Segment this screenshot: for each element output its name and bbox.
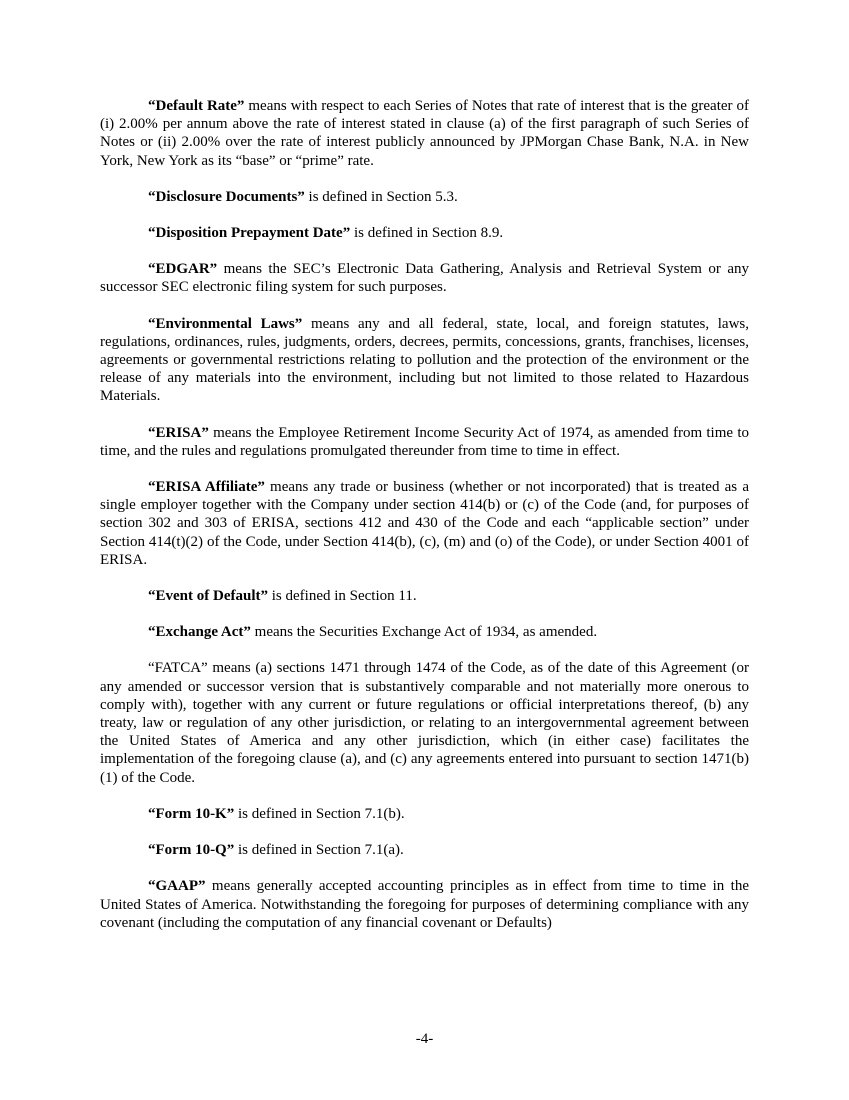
defined-term: “Form 10-Q” [148, 842, 235, 859]
definition-disposition-prepayment-date [100, 224, 749, 242]
definition-text: is defined in Section 7.1(b). [234, 805, 405, 822]
defined-term: “FATCA” [148, 660, 208, 677]
definition-text: means (a) sections 1471 through 1474 of the Code, as of the date of this Agreement (or any amended or successor version that is substantively comparable and not materially more onerous to comply with), together with any current or future regulations or official interpretations thereof, (b) any treaty, law or regulation of any other jurisdiction, or relating to an intergovernmental agreement between the United States of America and any other jurisdiction, which (in either case) facilitates the implementation of the foregoing clause (a), and (c) any agreements entered into pursuant to section 1471(b)(1) of the Code. [100, 660, 749, 786]
page-number: -4- [415, 1031, 434, 1047]
definition-text: is defined in Section 5.3. [304, 188, 458, 205]
definition-text: is defined in Section 11. [268, 588, 417, 605]
definition-text: means generally accepted accounting principles as in effect from time to time in the United States of America. Notwithstanding the foregoing for purposes of determining compliance with any covenant (including the computation of any financial covenant or Defaults) [100, 878, 749, 931]
defined-term: “Environmental Laws” [148, 315, 303, 332]
document-page [100, 97, 749, 950]
defined-term: “EDGAR” [148, 261, 218, 278]
definition-text: means the SEC’s Electronic Data Gathering, Analysis and Retrieval System or any successor SEC electronic filing system for such purposes. [100, 261, 749, 296]
definition-environmental-laws [100, 315, 749, 406]
defined-term: “Disposition Prepayment Date” [148, 225, 351, 242]
definition-erisa-affiliate [100, 478, 749, 569]
definition-text: means the Employee Retirement Income Security Act of 1974, as amended from time to time, and the rules and regulations promulgated thereunder from time to time in effect. [100, 424, 749, 459]
defined-term: “ERISA Affiliate” [148, 479, 265, 496]
definition-text: is defined in Section 7.1(a). [234, 842, 404, 859]
defined-term: “Default Rate” [148, 98, 245, 114]
definition-default-rate [100, 97, 749, 170]
definition-gaap [100, 877, 749, 932]
definition-form-10-q [100, 841, 749, 859]
defined-term: “Event of Default” [148, 588, 268, 605]
definition-text: means the Securities Exchange Act of 1934, as amended. [250, 624, 598, 641]
definition-text: means with respect to each Series of Notes that rate of interest that is the greater of (i) 2.00% per annum above the rate of interest stated in clause (a) of the first paragraph of such Series of Notes or (ii) 2.00% over the rate of interest publicly announced by JPMorgan Chase Bank, N.A. in New York, New York as its “base” or “prime” rate. [100, 98, 749, 169]
definition-erisa [100, 424, 749, 460]
definition-text: means any trade or business (whether or not incorporated) that is treated as a single employer together with the Company under section 414(b) or (c) of the Code (and, for purposes of section 302 and 303 of ERISA, sections 412 and 430 of the Code and each “applicable section” under Section 414(t)(2) of the Code, under Section 414(b), (c), (m) and (o) of the Code), or under Section 4001 of ERISA. [100, 479, 749, 568]
definition-form-10-k [100, 805, 749, 823]
definition-text: means any and all federal, state, local, and foreign statutes, laws, regulations, ordinances, rules, judgments, orders, decrees, permits, concessions, grants, franchises, licenses, agreements or governmental restrictions relating to pollution and the protection of the environment or the release of any materials into the environment, including but not limited to those related to Hazardous Materials. [100, 315, 750, 405]
definition-exchange-act [100, 623, 749, 641]
defined-term: “ERISA” [148, 424, 209, 441]
defined-term: “Form 10-K” [148, 805, 235, 822]
defined-term: “GAAP” [148, 878, 206, 895]
definition-disclosure-documents [100, 188, 749, 206]
defined-term: “Disclosure Documents” [148, 188, 305, 205]
definition-text: is defined in Section 8.9. [350, 225, 504, 242]
definition-fatca [100, 659, 749, 786]
definition-event-of-default [100, 587, 749, 605]
defined-term: “Exchange Act” [148, 624, 251, 641]
definition-edgar [100, 260, 749, 296]
